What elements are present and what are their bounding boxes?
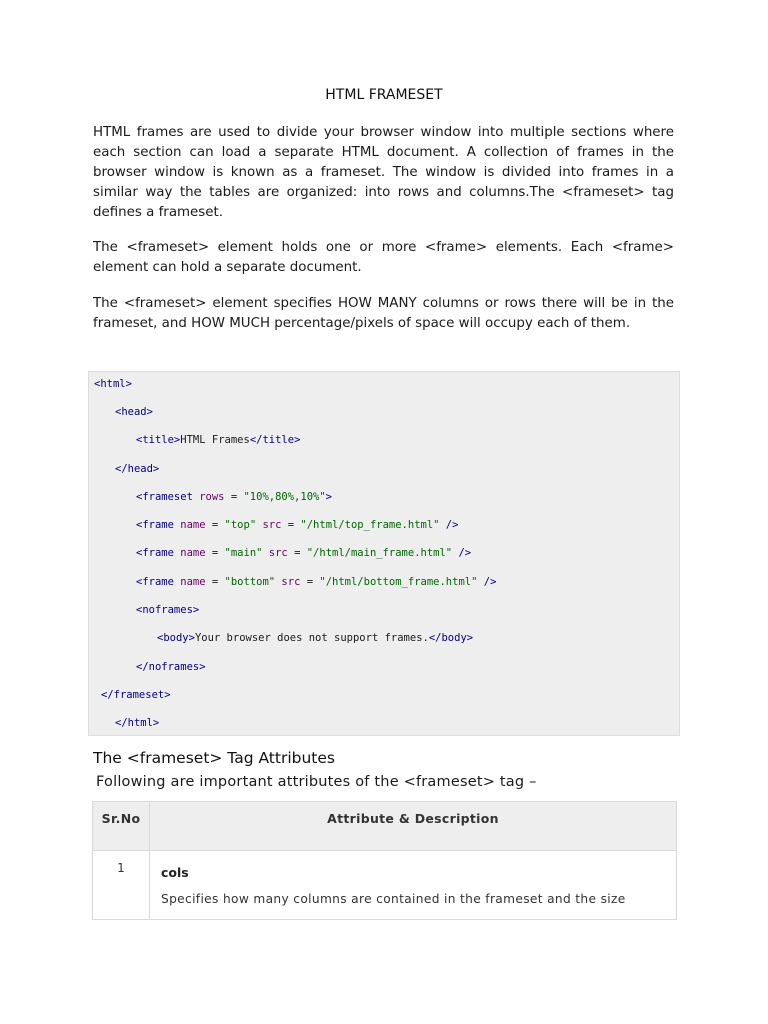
code-line: <frame name = "bottom" src = "/html/bottom_frame.html" /> — [136, 576, 497, 588]
code-line: <frameset rows = "10%,80%,10%"> — [136, 491, 332, 503]
attribute-description: Specifies how many columns are contained in the frameset and the size — [161, 892, 626, 906]
page-title: HTML FRAMESET — [325, 87, 443, 103]
row-number: 1 — [93, 851, 150, 920]
code-line: <html> — [94, 378, 132, 390]
row-description-cell — [150, 851, 677, 920]
intro-paragraph: HTML frames are used to divide your browser window into multiple sections where each section can load a separate HTML document. A collection of frames in the browser window is known as a frameset. The window is divided into frames in a similar way the tables are organized: into rows and columns.The <frameset> tag defines a frameset. — [93, 125, 674, 220]
code-line: </html> — [115, 717, 160, 729]
frameset-spec-paragraph: The <frameset> element specifies HOW MANY columns or rows there will be in the frameset, and HOW MUCH percentage/pixels of space will occupy each of them. — [93, 296, 674, 331]
frame-elements-paragraph: The <frameset> element holds one or more <frame> elements. Each <frame> element can hold a separate document. — [93, 240, 674, 275]
attributes-table — [92, 801, 677, 920]
header-srno: Sr.No — [93, 802, 150, 851]
code-line: <noframes> — [136, 604, 200, 616]
code-line: <title>HTML Frames</title> — [136, 434, 301, 446]
code-line: <head> — [115, 406, 153, 418]
code-example — [88, 371, 680, 736]
code-line: </head> — [115, 463, 160, 475]
table-header-row — [93, 802, 677, 851]
attributes-intro: Following are important attributes of the <frameset> tag – — [96, 774, 537, 790]
code-line: </frameset> — [101, 689, 171, 701]
code-line: <body>Your browser does not support frames.</body> — [157, 632, 474, 644]
attribute-name: cols — [161, 865, 189, 880]
table-row — [93, 851, 677, 920]
header-attribute-description: Attribute & Description — [150, 802, 677, 851]
code-line: </noframes> — [136, 661, 206, 673]
attributes-heading: The <frameset> Tag Attributes — [93, 749, 335, 767]
code-line: <frame name = "main" src = "/html/main_frame.html" /> — [136, 547, 472, 559]
code-line: <frame name = "top" src = "/html/top_frame.html" /> — [136, 519, 459, 531]
